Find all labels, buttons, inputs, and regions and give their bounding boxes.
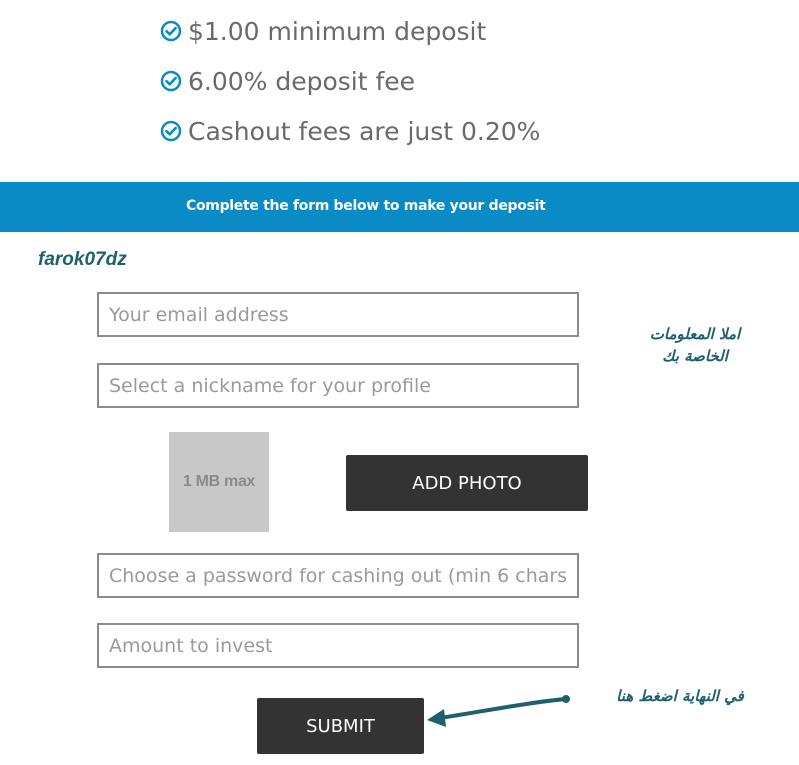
submit-button[interactable]: SUBMIT [257,698,424,754]
photo-size-limit: 1 MB max [182,473,256,490]
annotation-click-here: في النهاية اضغط هنا [616,687,744,705]
annotation-line: الخاصة بك [662,347,728,365]
watermark: farok07dz [38,249,127,270]
annotation-line: املا المعلومات [649,325,741,343]
add-photo-button[interactable]: ADD PHOTO [346,455,588,511]
feature-text: $1.00 minimum deposit [188,16,487,46]
banner-text: Complete the form below to make your deposit [186,198,546,214]
feature-text: 6.00% deposit fee [188,66,416,96]
feature-text: Cashout fees are just 0.20% [188,116,541,146]
